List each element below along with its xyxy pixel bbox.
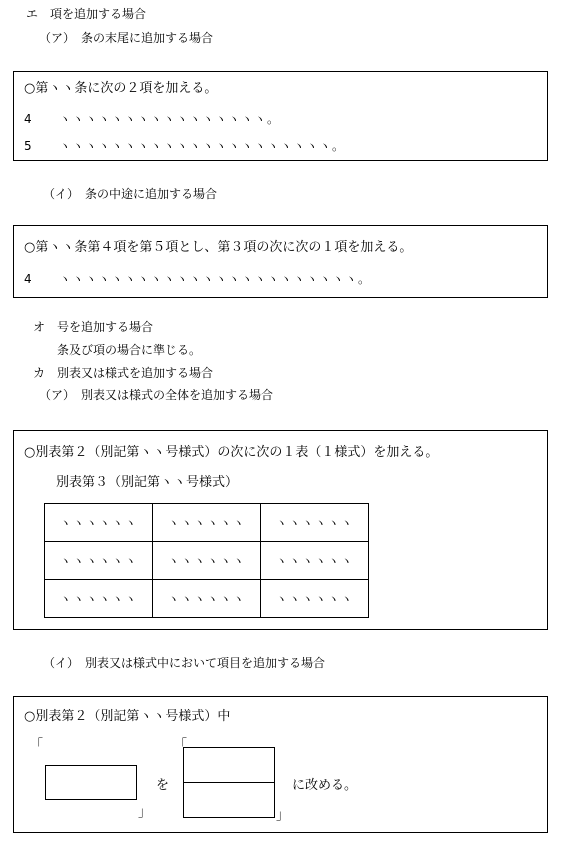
table-cell: ヽヽヽヽヽヽ <box>261 580 369 618</box>
after-item-divider <box>183 782 275 783</box>
instruction-text: ○第ヽヽ条第４項を第５項とし、第３項の次に次の１項を加える。 <box>24 240 413 255</box>
example-box-add-table <box>13 430 548 630</box>
paragraph-number: 5 <box>24 139 32 153</box>
table-cell: ヽヽヽヽヽヽ <box>45 504 153 542</box>
table-row <box>45 504 369 542</box>
section-ka-heading: カ 別表又は様式を追加する場合 <box>33 366 214 380</box>
section-ka-case-b-heading: （イ） 別表又は様式中において項目を追加する場合 <box>43 656 326 670</box>
instruction-text: ○別表第２（別記第ヽヽ号様式）の次に次の１表（１様式）を加える。 <box>24 445 439 460</box>
section-ka-case-a-heading: （ア） 別表又は様式の全体を追加する場合 <box>39 388 274 402</box>
table-row <box>45 580 369 618</box>
section-o-note: 条及び項の場合に準じる。 <box>57 343 202 357</box>
ending-text: に改める。 <box>292 778 358 793</box>
paragraph-text: ヽヽヽヽヽヽヽヽヽヽヽヽヽヽヽヽヽヽヽヽヽヽヽ。 <box>59 272 372 286</box>
example-box-insert-middle <box>13 225 548 298</box>
table-row <box>45 542 369 580</box>
close-quote: 」 <box>276 808 290 823</box>
open-quote: 「 <box>30 738 44 753</box>
section-e-heading: エ 項を追加する場合 <box>26 7 147 21</box>
paragraph-text: ヽヽヽヽヽヽヽヽヽヽヽヽヽヽヽヽ。 <box>59 112 281 126</box>
table-cell: ヽヽヽヽヽヽ <box>45 542 153 580</box>
table-title: 別表第３（別記第ヽヽ号様式） <box>56 475 239 490</box>
table-cell: ヽヽヽヽヽヽ <box>45 580 153 618</box>
wo-particle: を <box>156 778 170 793</box>
instruction-text: ○第ヽヽ条に次の２項を加える。 <box>24 81 218 96</box>
example-box-add-item <box>13 696 548 833</box>
table-cell: ヽヽヽヽヽヽ <box>261 504 369 542</box>
close-quote: 」 <box>138 805 152 820</box>
paragraph-number: 4 <box>24 272 32 286</box>
table-cell: ヽヽヽヽヽヽ <box>153 504 261 542</box>
open-quote: 「 <box>174 738 188 753</box>
paragraph-number: 4 <box>24 112 32 126</box>
section-e-case-b-heading: （イ） 条の中途に追加する場合 <box>43 187 218 201</box>
section-e-case-a-heading: （ア） 条の末尾に追加する場合 <box>39 31 214 45</box>
table-cell: ヽヽヽヽヽヽ <box>261 542 369 580</box>
sample-table <box>44 503 369 618</box>
section-o-heading: オ 号を追加する場合 <box>33 320 154 334</box>
before-item-box <box>45 765 137 800</box>
example-box-append-end <box>13 71 548 161</box>
paragraph-text: ヽヽヽヽヽヽヽヽヽヽヽヽヽヽヽヽヽヽヽヽヽ。 <box>59 139 346 153</box>
instruction-text: ○別表第２（別記第ヽヽ号様式）中 <box>24 709 231 724</box>
table-cell: ヽヽヽヽヽヽ <box>153 542 261 580</box>
table-cell: ヽヽヽヽヽヽ <box>153 580 261 618</box>
